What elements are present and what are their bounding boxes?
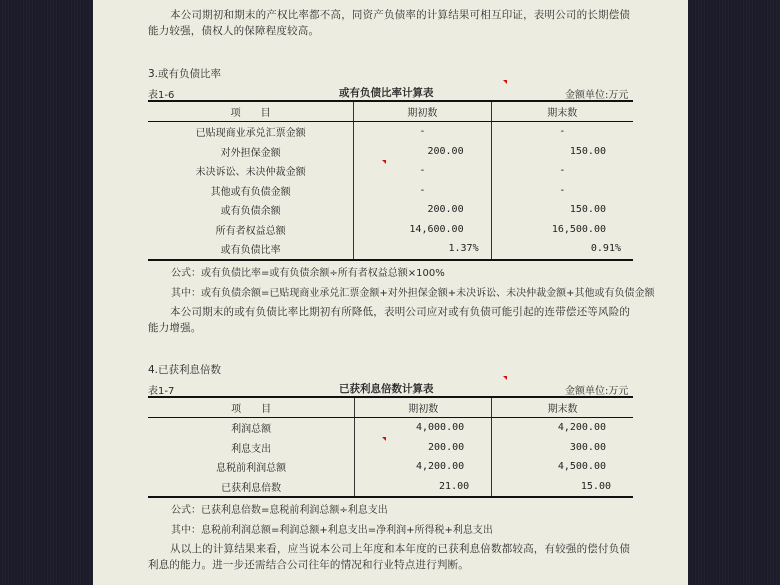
row-item: 利润总额	[231, 424, 272, 436]
table-header-row	[148, 397, 633, 418]
section4-where: 其中：息税前利润总额=利润总额+利息支出=净利润+所得税+利息支出	[171, 525, 493, 536]
table-1-6-label: 表1-6	[148, 90, 175, 101]
table-row	[148, 239, 633, 260]
interest-coverage-table	[148, 396, 633, 498]
row-item: 已获利息倍数	[221, 482, 282, 494]
section3-conclusion: 本公司期末的或有负债比率比期初有所降低，表明公司应对或有负债可能引起的连带偿还等风险的能力增强。	[148, 306, 631, 334]
table-row	[148, 122, 633, 142]
section4-heading: 4.已获利息倍数	[148, 364, 222, 376]
row-begin: 1.37%	[354, 239, 491, 260]
section3-heading: 3.或有负债比率	[148, 68, 222, 80]
table-row	[148, 161, 633, 181]
table-1-6-title: 或有负债比率计算表	[339, 87, 434, 99]
row-end: -	[491, 181, 633, 201]
col-header-item: 项 目	[148, 397, 355, 418]
section3-where: 其中：或有负债余额=已贴现商业承兑汇票金额+对外担保金额+未决诉讼、未决仲裁金额+其他或有负债金额	[171, 288, 655, 299]
table-header-row	[148, 101, 633, 122]
row-item: 对外担保金额	[220, 147, 281, 159]
row-item: 利息支出	[231, 443, 272, 455]
row-item: 或有负债比率	[220, 245, 281, 257]
intro-paragraph: 本公司期初和期末的产权比率都不高，同资产负债率的计算结果可相互印证，表明公司的长期偿债能力较强，债权人的保障程度较高。	[148, 9, 631, 37]
table-1-6-unit: 金额单位:万元	[565, 90, 629, 101]
table-row	[148, 142, 633, 162]
table-row	[148, 457, 633, 477]
section4-conclusion: 从以上的计算结果来看，应当说本公司上年度和本年度的已获利息倍数都较高，有较强的偿付负债利息的能力。进一步还需结合公司往年的情况和行业特点进行判断。	[148, 543, 631, 571]
document-page	[93, 0, 688, 585]
row-begin: 14,600.00	[354, 220, 491, 240]
row-end: -	[491, 161, 633, 181]
table-row	[148, 200, 633, 220]
row-item: 或有负债余额	[220, 206, 281, 218]
table-1-7-label: 表1-7	[148, 386, 175, 397]
row-begin: 200.00	[354, 142, 491, 162]
row-item: 已贴现商业承兑汇票金额	[195, 128, 306, 140]
section3-formula: 公式：或有负债比率=或有负债余额÷所有者权益总额×100%	[171, 268, 445, 279]
row-begin: 200.00	[355, 438, 492, 458]
row-end: 0.91%	[491, 239, 633, 260]
row-end: 150.00	[491, 142, 633, 162]
row-end: 4,200.00	[492, 418, 633, 438]
row-end: 16,500.00	[491, 220, 633, 240]
table-row	[148, 477, 633, 498]
contingent-liability-table	[148, 100, 633, 261]
row-begin: 21.00	[355, 477, 492, 498]
col-header-end: 期末数	[492, 397, 633, 418]
col-header-begin: 期初数	[355, 397, 492, 418]
comment-marker	[382, 160, 386, 164]
row-item: 息税前利润总额	[216, 463, 287, 475]
table-1-7-unit: 金额单位:万元	[565, 386, 629, 397]
row-begin: -	[354, 122, 491, 142]
col-header-item: 项 目	[148, 101, 354, 122]
row-end: 15.00	[492, 477, 633, 498]
row-item: 其他或有负债金额	[210, 186, 291, 198]
table-row	[148, 418, 633, 438]
table-1-7-title: 已获利息倍数计算表	[339, 383, 434, 395]
row-item: 未决诉讼、未决仲裁金额	[195, 167, 306, 179]
row-begin: -	[354, 181, 491, 201]
col-header-begin: 期初数	[354, 101, 491, 122]
table-row	[148, 220, 633, 240]
row-begin: -	[354, 161, 491, 181]
col-header-end: 期末数	[491, 101, 633, 122]
comment-marker	[382, 437, 386, 441]
comment-marker	[503, 80, 507, 84]
row-begin: 4,000.00	[355, 418, 492, 438]
table-row	[148, 438, 633, 458]
row-end: -	[491, 122, 633, 142]
row-end: 150.00	[491, 200, 633, 220]
row-end: 4,500.00	[492, 457, 633, 477]
section4-formula: 公式：已获利息倍数=息税前利润总额÷利息支出	[171, 505, 388, 516]
comment-marker	[503, 376, 507, 380]
row-end: 300.00	[492, 438, 633, 458]
row-begin: 200.00	[354, 200, 491, 220]
table-row	[148, 181, 633, 201]
row-begin: 4,200.00	[355, 457, 492, 477]
row-item: 所有者权益总额	[215, 225, 286, 237]
